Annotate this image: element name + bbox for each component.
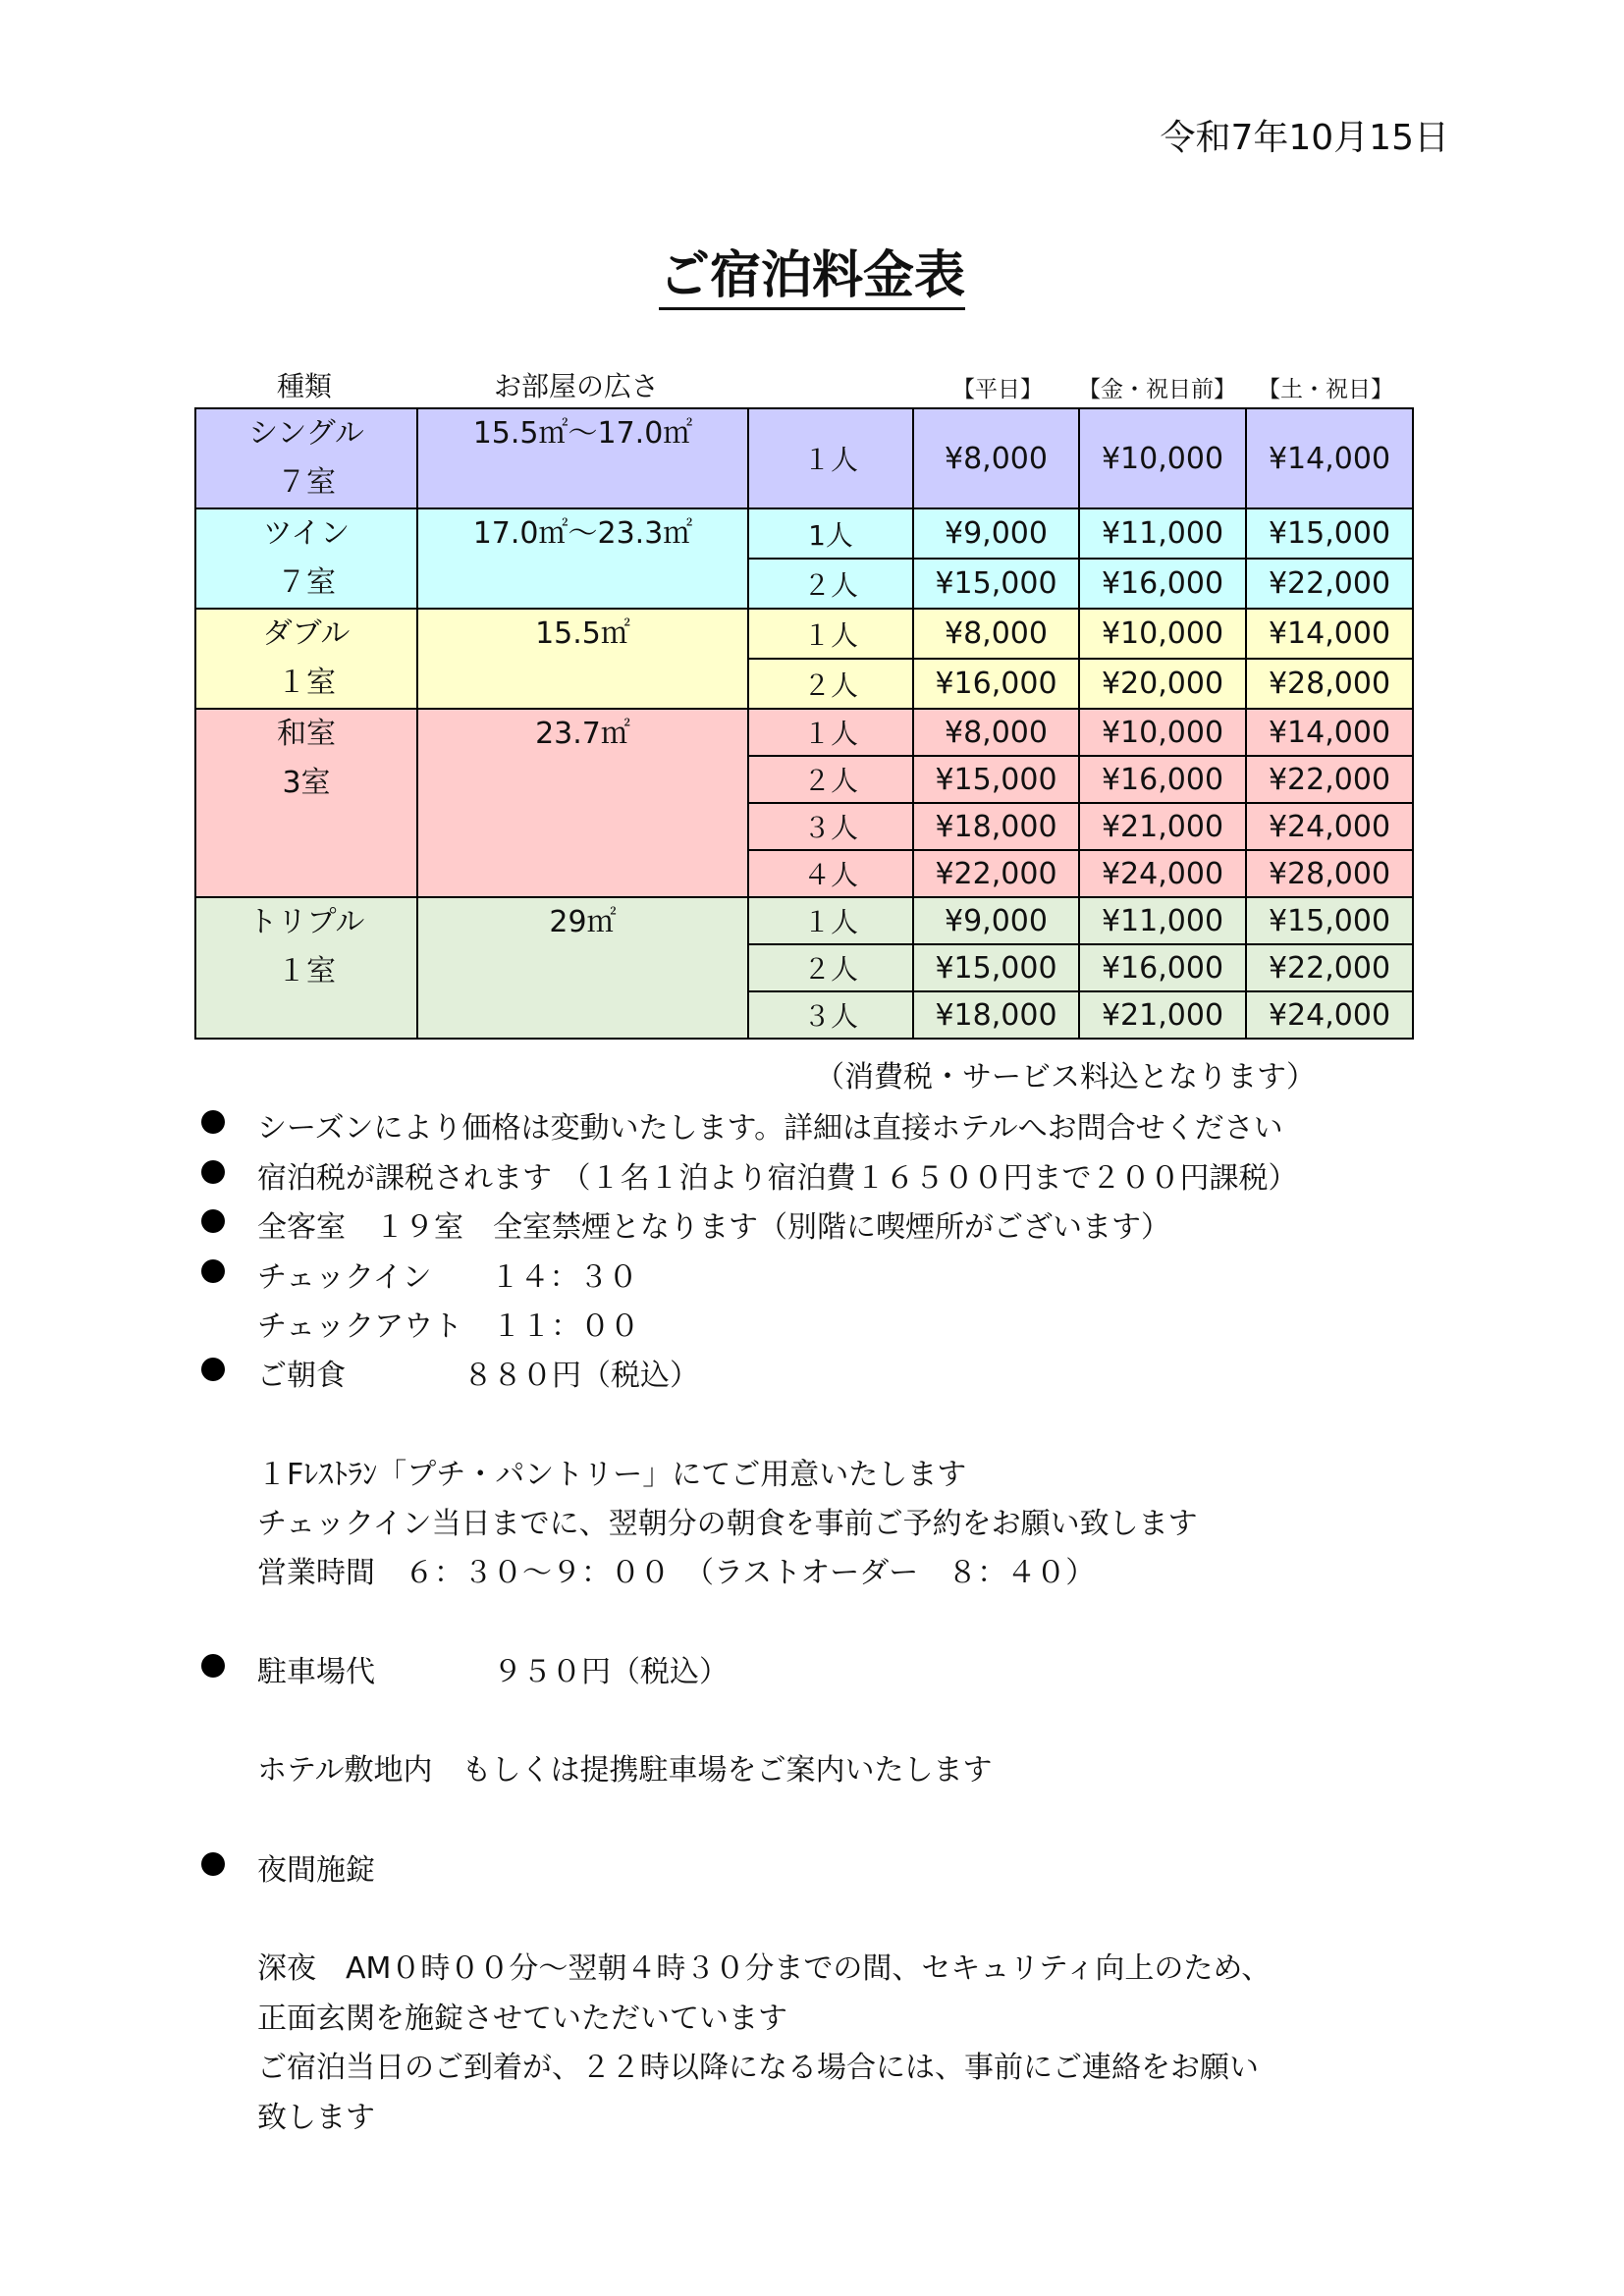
room-type-cell [195,897,417,1039]
price-sat: ¥22,000 [1246,944,1413,991]
header-sat: 【土・祝日】 [1258,377,1393,402]
price-sat: ¥22,000 [1246,756,1413,803]
note-night-lock: 夜間施錠 [257,1853,375,1888]
occupancy-cell: 1人 [748,508,913,559]
bullet-icon [201,1852,225,1876]
note-breakfast-hours: 営業時間 ６：３０～９：００ （ラストオーダー ８：４０） [257,1556,1096,1590]
price-sat: ¥28,000 [1246,659,1413,709]
room-count: ７室 [277,565,336,600]
tax-note: （消費税・サービス料込となります） [815,1060,1316,1095]
bullet-icon [201,1259,225,1283]
occupancy-cell: １人 [748,609,913,659]
note-breakfast-reserve: チェックイン当日までに、翌朝分の朝食を事前ご予約をお願い致します [257,1507,1198,1541]
bullet-icon [201,1209,225,1233]
note-night-lock-line1: 深夜 AM０時００分～翌朝４時３０分までの間、セキュリティ向上のため、 [257,1951,1272,1986]
price-weekday: ¥22,000 [913,850,1079,897]
price-sat: ¥15,000 [1246,508,1413,559]
price-fri: ¥21,000 [1079,803,1246,850]
note-night-lock-line3: ご宿泊当日のご到着が、２２時以降になる場合には、事前にご連絡をお願い [257,2051,1259,2085]
occupancy-cell: ２人 [748,659,913,709]
price-weekday: ¥15,000 [913,756,1079,803]
page-title-text: ご宿泊料金表 [659,246,965,310]
note-night-lock-line2: 正面玄関を施錠させていただいています [257,2002,787,2036]
note-parking: 駐車場代 ９５０円（税込） [257,1655,729,1689]
occupancy-cell: ３人 [748,991,913,1039]
room-size: 15.5㎡ [417,609,748,709]
header-type: 種類 [277,370,333,402]
bullet-icon [201,1358,225,1381]
price-fri: ¥16,000 [1079,756,1246,803]
price-weekday: ¥8,000 [913,408,1079,508]
document-date: 令和7年10月15日 [1160,118,1449,158]
room-size: 15.5㎡～17.0㎡ [417,408,748,508]
price-weekday: ¥9,000 [913,897,1079,944]
page-title [0,234,1624,307]
note-breakfast: ご朝食 ８８０円（税込） [257,1359,699,1393]
price-fri: ¥10,000 [1079,609,1246,659]
occupancy-cell: １人 [748,408,913,508]
bullet-icon [201,1160,225,1184]
price-fri: ¥11,000 [1079,508,1246,559]
price-sat: ¥28,000 [1246,850,1413,897]
occupancy-cell: １人 [748,897,913,944]
occupancy-cell: ２人 [748,944,913,991]
rate-table [194,407,1414,1040]
occupancy-cell: １人 [748,709,913,756]
room-type-cell [195,508,417,609]
price-fri: ¥21,000 [1079,991,1246,1039]
room-type-cell [195,609,417,709]
note-parking-detail: ホテル敷地内 もしくは提携駐車場をご案内いたします [257,1753,993,1788]
occupancy-cell: ３人 [748,803,913,850]
room-type-cell [195,709,417,897]
occupancy-cell: ２人 [748,559,913,609]
occupancy-cell: ４人 [748,850,913,897]
rate-row [195,609,1413,659]
note-checkin: チェックイン １４：３０ [257,1260,638,1295]
price-weekday: ¥15,000 [913,559,1079,609]
price-weekday: ¥18,000 [913,803,1079,850]
price-weekday: ¥16,000 [913,659,1079,709]
price-fri: ¥11,000 [1079,897,1246,944]
room-size: 29㎡ [417,897,748,1039]
bullet-icon [201,1654,225,1678]
price-sat: ¥15,000 [1246,897,1413,944]
room-type-name: ダブル [262,616,351,651]
price-sat: ¥14,000 [1246,709,1413,756]
room-count: ７室 [277,465,336,500]
room-count: １室 [277,954,336,988]
price-fri: ¥24,000 [1079,850,1246,897]
price-sat: ¥14,000 [1246,408,1413,508]
note-rooms-total: 全客室 １９室 全室禁煙となります（別階に喫煙所がございます） [257,1210,1170,1245]
price-fri: ¥20,000 [1079,659,1246,709]
room-type-name: シングル [248,416,364,451]
price-fri: ¥10,000 [1079,408,1246,508]
room-type-name: 和室 [277,717,336,751]
room-count: １室 [277,666,336,700]
price-sat: ¥24,000 [1246,991,1413,1039]
rate-row [195,508,1413,559]
room-type-name: トリプル [247,905,365,939]
note-breakfast-place: １Fﾚｽﾄﾗﾝ「プチ・パントリー」にてご用意いたします [257,1458,967,1492]
note-season: シーズンにより価格は変動いたします。詳細は直接ホテルへお問合せください [257,1111,1283,1146]
bullet-icon [201,1110,225,1134]
price-sat: ¥14,000 [1246,609,1413,659]
header-weekday: 【平日】 [952,377,1043,402]
room-type-name: ツイン [262,516,351,551]
price-fri: ¥16,000 [1079,944,1246,991]
rate-table-body [195,408,1413,1039]
rate-row [195,709,1413,756]
rate-row [195,897,1413,944]
room-size: 23.7㎡ [417,709,748,897]
room-count: 3室 [282,766,331,800]
note-night-lock-line4: 致します [257,2101,375,2135]
room-type-cell [195,408,417,508]
note-lodging-tax: 宿泊税が課税されます （１名１泊より宿泊費１６５００円まで２００円課税） [257,1161,1298,1196]
price-sat: ¥24,000 [1246,803,1413,850]
price-weekday: ¥15,000 [913,944,1079,991]
price-weekday: ¥8,000 [913,609,1079,659]
price-fri: ¥10,000 [1079,709,1246,756]
occupancy-cell: ２人 [748,756,913,803]
header-fri: 【金・祝日前】 [1078,377,1236,402]
header-size: お部屋の広さ [494,370,660,402]
price-weekday: ¥8,000 [913,709,1079,756]
price-fri: ¥16,000 [1079,559,1246,609]
price-weekday: ¥9,000 [913,508,1079,559]
price-weekday: ¥18,000 [913,991,1079,1039]
note-checkout: チェックアウト １１：００ [257,1309,640,1344]
room-size: 17.0㎡～23.3㎡ [417,508,748,609]
price-sat: ¥22,000 [1246,559,1413,609]
